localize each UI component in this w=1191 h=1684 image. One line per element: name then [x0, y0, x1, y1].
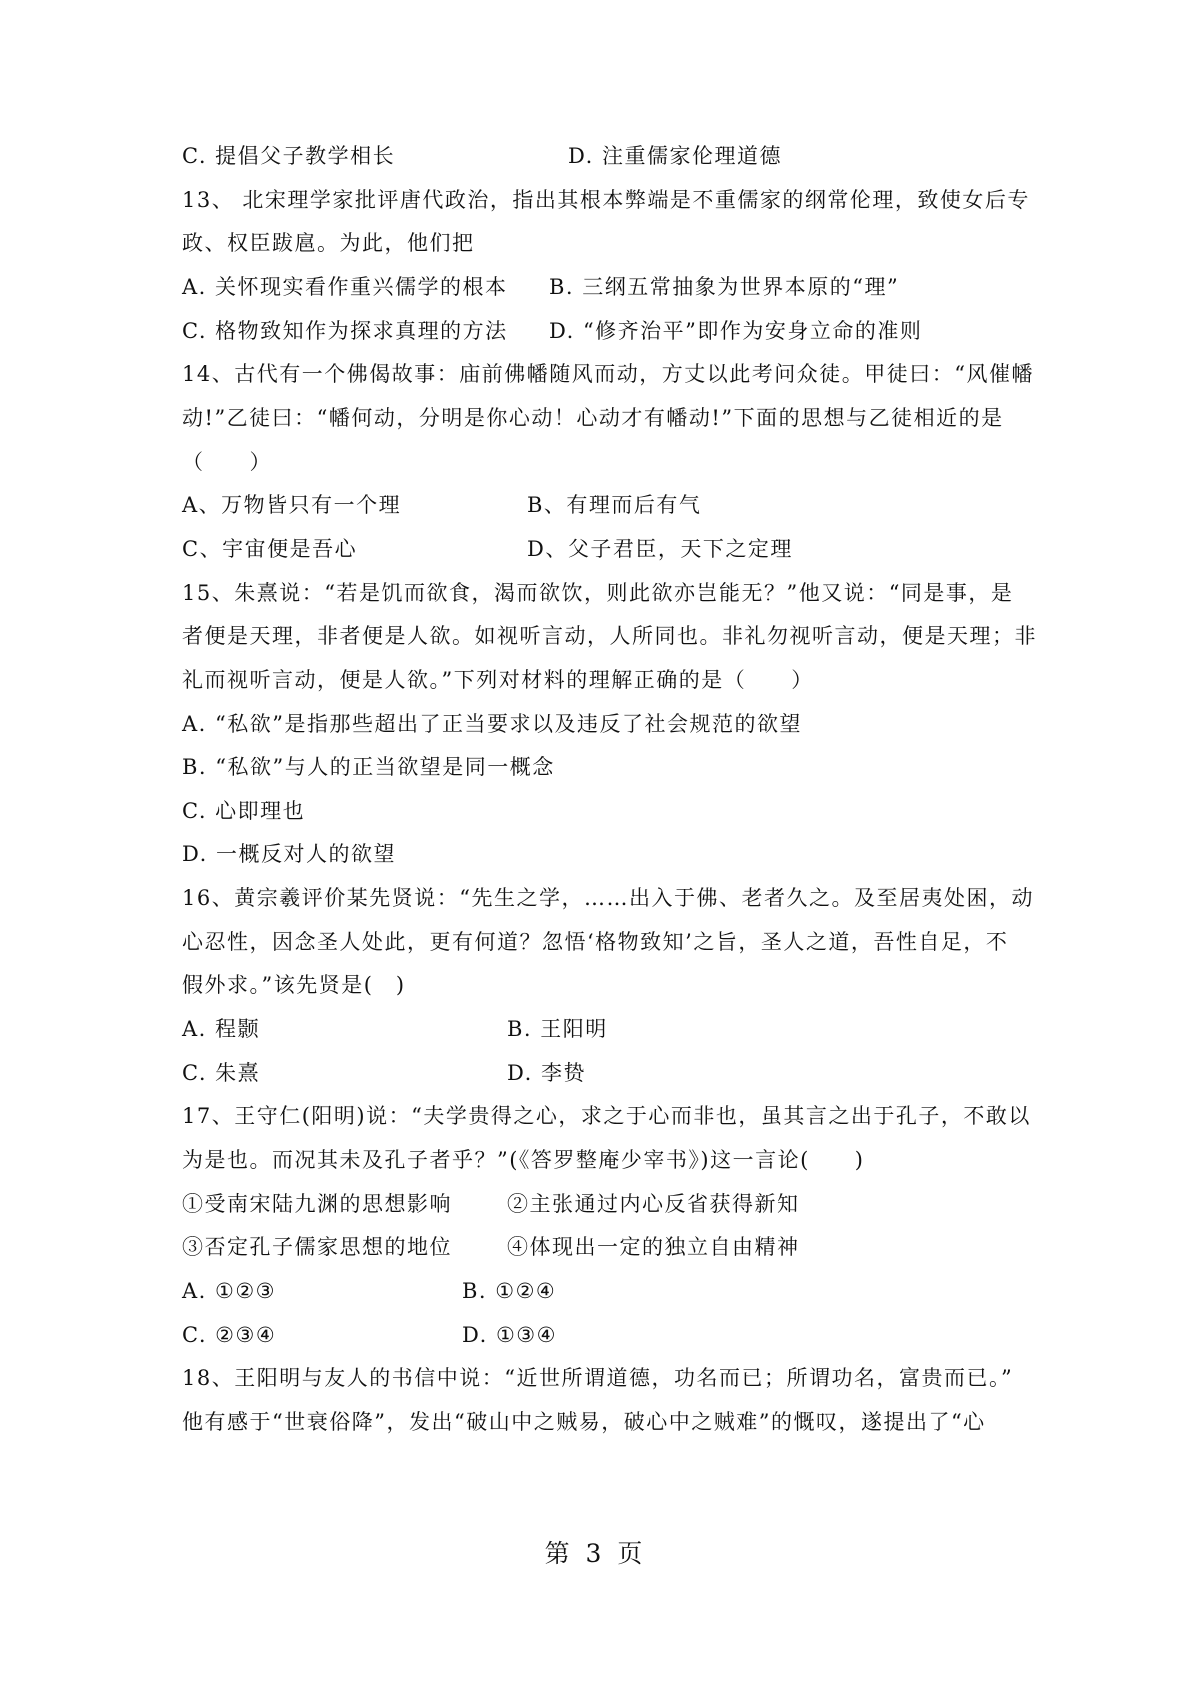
q13-option-a: A. 关怀现实看作重兴儒学的根本: [182, 275, 508, 299]
q14-option-a: A、万物皆只有一个理: [182, 493, 402, 517]
q18-stem-line-1: 18、王阳明与友人的书信中说：“近世所谓道德，功名而已；所谓功名，富贵而已。”: [182, 1366, 1014, 1390]
q17-item-2: ②主张通过内心反省获得新知: [507, 1192, 800, 1216]
q17-option-c: C. ②③④: [182, 1323, 277, 1347]
q15-option-d: D. 一概反对人的欲望: [182, 842, 396, 866]
q15-option-b: B. “私欲”与人的正当欲望是同一概念: [182, 755, 555, 779]
q16-option-d: D. 李贽: [507, 1061, 586, 1085]
q15-stem-line-2: 者便是天理，非者便是人欲。如视听言动，人所同也。非礼勿视听言动，便是天理；非: [182, 624, 1037, 648]
q13-option-b: B. 三纲五常抽象为世界本原的“理”: [549, 275, 900, 299]
q16-option-a: A. 程颢: [182, 1017, 261, 1041]
q17-stem-line-2: 为是也。而况其未及孔子者乎？”(《答罗整庵少宰书》)这一言论( ): [182, 1148, 865, 1172]
q15-stem-line-1: 15、朱熹说：“若是饥而欲食，渴而欲饮，则此欲亦岂能无？”他又说：“同是事，是: [182, 581, 1014, 605]
q12-option-c: C. 提倡父子教学相长: [182, 144, 396, 168]
q14-stem-line-1: 14、古代有一个佛偈故事：庙前佛幡随风而动，方丈以此考问众徒。甲徒曰：“风催幡: [182, 362, 1034, 386]
q13-option-d: D. “修齐治平”即作为安身立命的准则: [549, 319, 923, 343]
q14-option-d: D、父子君臣，天下之定理: [527, 537, 793, 561]
q14-stem-line-3: （ ）: [182, 450, 272, 474]
q15-option-c: C. 心即理也: [182, 799, 306, 823]
q16-stem-line-3: 假外求。”该先贤是( ): [182, 973, 406, 997]
q18-stem-line-2: 他有感于“世衰俗降”，发出“破山中之贼易，破心中之贼难”的慨叹，遂提出了“心: [182, 1410, 986, 1434]
q15-stem-line-3: 礼而视听言动，便是人欲。”下列对材料的理解正确的是（ ）: [182, 668, 814, 692]
q17-item-3: ③否定孔子儒家思想的地位: [182, 1235, 452, 1259]
q16-option-b: B. 王阳明: [507, 1017, 608, 1041]
q17-stem-line-1: 17、王守仁(阳明)说：“夫学贵得之心，求之于心而非也，虽其言之出于孔子，不敢以: [182, 1104, 1031, 1128]
q13-option-c: C. 格物致知作为探求真理的方法: [182, 319, 508, 343]
q13-stem-line-1: 13、 北宋理学家批评唐代政治，指出其根本弊端是不重儒家的纲常伦理，致使女后专: [182, 188, 1030, 212]
q14-option-b: B、有理而后有气: [527, 493, 702, 517]
q17-option-d: D. ①③④: [462, 1323, 557, 1347]
q15-option-a: A. “私欲”是指那些超出了正当要求以及违反了社会规范的欲望: [182, 712, 802, 736]
q13-stem-line-2: 政、权臣跋扈。为此，他们把: [182, 231, 475, 255]
q14-stem-line-2: 动!”乙徒曰：“幡何动，分明是你心动！心动才有幡动!”下面的思想与乙徒相近的是: [182, 406, 1004, 430]
page-number: 第 3 页: [544, 1539, 647, 1568]
q17-option-a: A. ①②③: [182, 1279, 276, 1303]
q16-option-c: C. 朱熹: [182, 1061, 261, 1085]
q17-item-1: ①受南宋陆九渊的思想影响: [182, 1192, 452, 1216]
q16-stem-line-2: 心忍性，因念圣人处此，更有何道？忽悟‘格物致知’之旨，圣人之道，吾性自足，不: [182, 930, 1009, 954]
q17-item-4: ④体现出一定的独立自由精神: [507, 1235, 800, 1259]
q16-stem-line-1: 16、黄宗羲评价某先贤说：“先生之学，……出入于佛、老者久之。及至居夷处困，动: [182, 886, 1034, 910]
q12-option-d: D. 注重儒家伦理道德: [568, 144, 782, 168]
q17-option-b: B. ①②④: [462, 1279, 557, 1303]
q14-option-c: C、宇宙便是吾心: [182, 537, 358, 561]
